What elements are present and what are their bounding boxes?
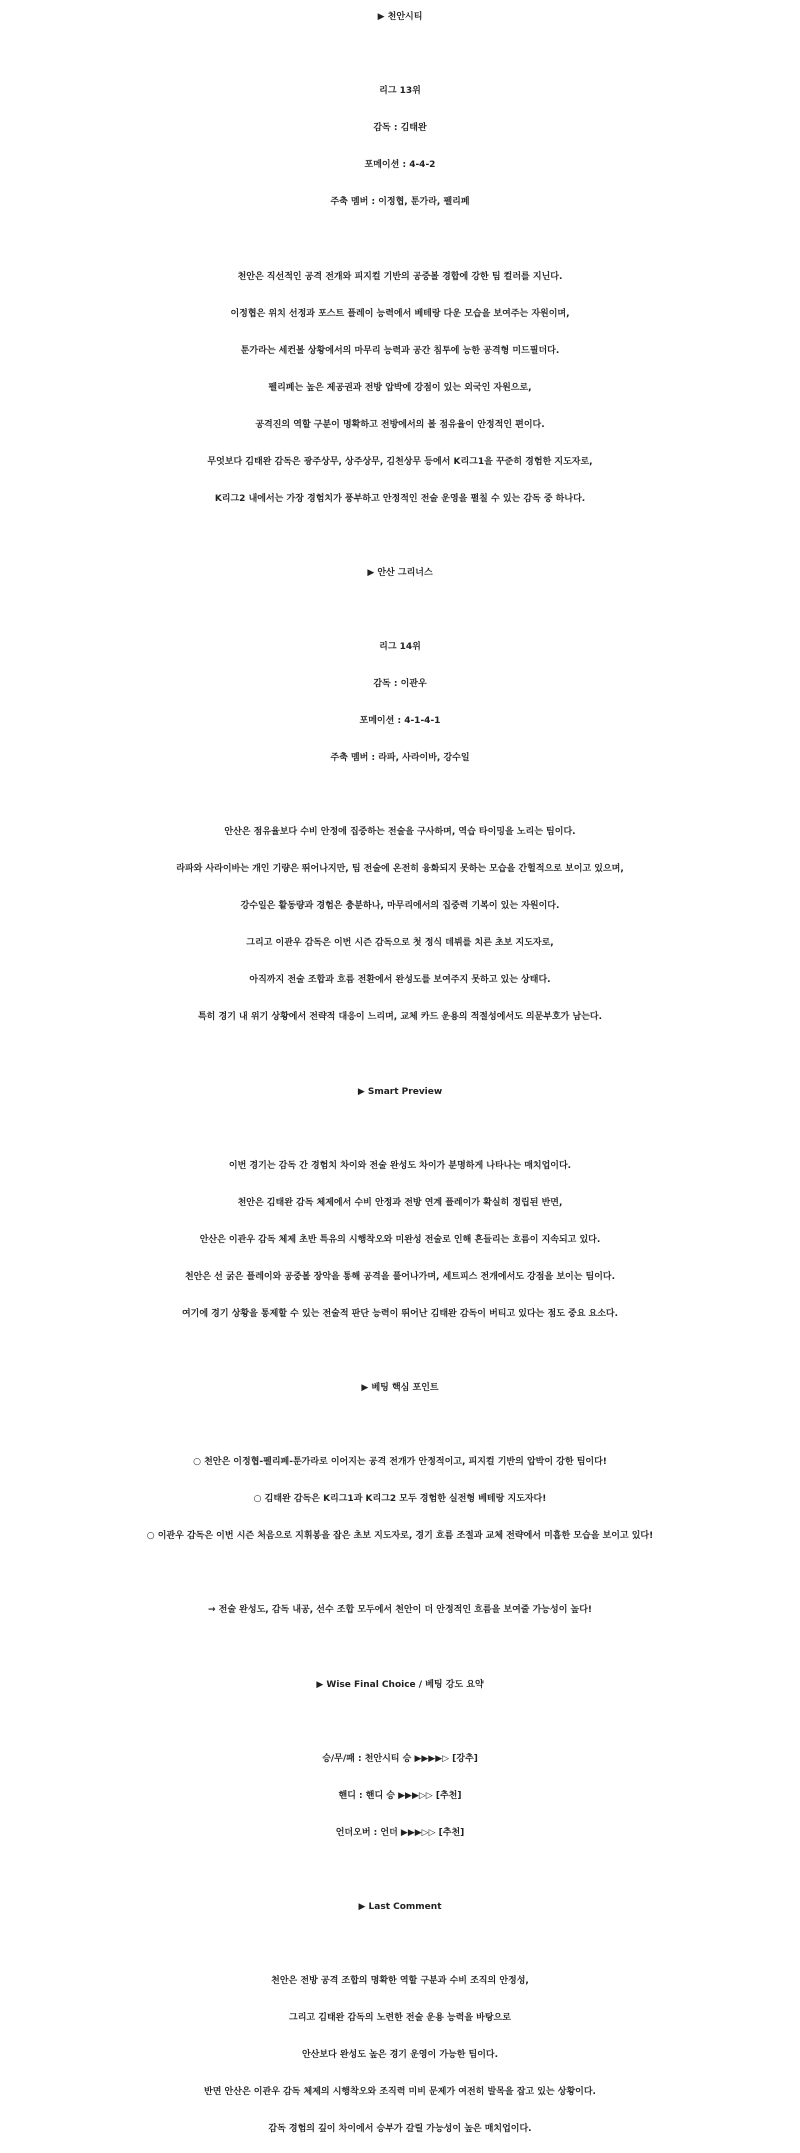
cheonan-formation: 포메이션 : 4-4-2 xyxy=(364,160,436,170)
cheonan-analysis-line: 천안은 직선적인 공격 전개와 피지컬 기반의 공중볼 경합에 강한 팀 컬러를 지닌다. xyxy=(237,272,563,282)
pick-handicap: 핸디 : 핸디 승 ▶▶▶▷▷ [추천] xyxy=(338,1791,462,1801)
ansan-rank: 리그 14위 xyxy=(379,642,421,652)
last-comment-line: 그리고 김태완 감독의 노련한 전술 운용 능력을 바탕으로 xyxy=(289,2013,511,2023)
cheonan-analysis-line: 펠리페는 높은 제공권과 전방 압박에 강점이 있는 외국인 자원으로, xyxy=(268,383,532,393)
betting-point: ○ 이관우 감독은 이번 시즌 처음으로 지휘봉을 잡은 초보 지도자로, 경기 흐름 조절과 교체 전략에서 미흡한 모습을 보이고 있다! xyxy=(146,1531,654,1541)
ansan-analysis-line: 그리고 이관우 감독은 이번 시즌 감독으로 첫 정식 데뷔를 치른 초보 지도자로, xyxy=(246,938,554,948)
last-comment-line: 안산보다 완성도 높은 경기 운영이 가능한 팀이다. xyxy=(301,2050,499,2060)
preview-line: 안산은 이관우 감독 체제 초반 특유의 시행착오와 미완성 전술로 인해 흔들리는 흐름이 지속되고 있다. xyxy=(199,1235,601,1245)
last-comment-line: 감독 경험의 깊이 차이에서 승부가 갈릴 가능성이 높은 매치업이다. xyxy=(268,2124,532,2134)
ansan-analysis-line: 아직까지 전술 조합과 흐름 전환에서 완성도를 보여주지 못하고 있는 상태다. xyxy=(249,975,551,985)
ansan-analysis-line: 강수일은 활동량과 경험은 충분하나, 마무리에서의 집중력 기복이 있는 자원이다. xyxy=(240,901,560,911)
section-heading-ansan: ▶ 안산 그리너스 xyxy=(367,568,433,578)
section-heading-smart-preview: ▶ Smart Preview xyxy=(357,1087,443,1097)
preview-line: 천안은 김태완 감독 체제에서 수비 안정과 전방 연계 플레이가 확실히 정립된 반면, xyxy=(237,1198,563,1208)
betting-point: ○ 김태완 감독은 K리그1과 K리그2 모두 경험한 실전형 베테랑 지도자다! xyxy=(253,1494,547,1504)
ansan-key-players: 주축 멤버 : 라파, 사라이바, 강수일 xyxy=(330,753,470,763)
ansan-analysis-line: 안산은 점유율보다 수비 안정에 집중하는 전술을 구사하며, 역습 타이밍을 노리는 팀이다. xyxy=(224,827,576,837)
cheonan-analysis-line: K리그2 내에서는 가장 경험치가 풍부하고 안정적인 전술 운영을 펼칠 수 있는 감독 중 하나다. xyxy=(214,494,586,504)
preview-line: 이번 경기는 감독 간 경험치 차이와 전술 완성도 차이가 분명하게 나타나는 매치업이다. xyxy=(228,1161,572,1171)
betting-conclusion: → 전술 완성도, 감독 내공, 선수 조합 모두에서 천안이 더 안정적인 흐름을 보여줄 가능성이 높다! xyxy=(207,1605,593,1615)
cheonan-key-players: 주축 멤버 : 이정협, 툰가라, 펠리페 xyxy=(330,197,470,207)
section-heading-cheonan: ▶ 천안시티 xyxy=(377,12,423,22)
cheonan-coach: 감독 : 김태완 xyxy=(373,123,427,133)
section-heading-betting-points: ▶ 베팅 핵심 포인트 xyxy=(361,1383,439,1393)
ansan-analysis-line: 라파와 사라이바는 개인 기량은 뛰어나지만, 팀 전술에 온전히 융화되지 못하는 모습을 간헐적으로 보이고 있으며, xyxy=(176,864,624,874)
last-comment-line: 천안은 전방 공격 조합의 명확한 역할 구분과 수비 조직의 안정성, xyxy=(271,1976,529,1986)
pick-under-over: 언더오버 : 언더 ▶▶▶▷▷ [추천] xyxy=(335,1828,465,1838)
ansan-analysis-line: 특히 경기 내 위기 상황에서 전략적 대응이 느리며, 교체 카드 운용의 적절성에서도 의문부호가 남는다. xyxy=(197,1012,603,1022)
pick-win-draw-loss: 승/무/패 : 천안시티 승 ▶▶▶▶▷ [강추] xyxy=(322,1754,478,1764)
preview-line: 여기에 경기 상황을 통제할 수 있는 전술적 판단 능력이 뛰어난 김태완 감독이 버티고 있다는 점도 중요 요소다. xyxy=(181,1309,619,1319)
section-heading-final-choice: ▶ Wise Final Choice / 베팅 강도 요약 xyxy=(316,1680,484,1690)
ansan-formation: 포메이션 : 4-1-4-1 xyxy=(359,716,441,726)
preview-line: 천안은 선 굵은 플레이와 공중볼 장악을 통해 공격을 풀어나가며, 세트피스 전개에서도 강점을 보이는 팀이다. xyxy=(184,1272,616,1282)
cheonan-analysis-line: 툰가라는 세컨볼 상황에서의 마무리 능력과 공간 침투에 능한 공격형 미드필더다. xyxy=(240,346,560,356)
section-heading-last-comment: ▶ Last Comment xyxy=(358,1902,442,1912)
cheonan-analysis-line: 이정협은 위치 선정과 포스트 플레이 능력에서 베테랑 다운 모습을 보여주는 자원이며, xyxy=(230,309,570,319)
cheonan-analysis-line: 무엇보다 김태완 감독은 광주상무, 상주상무, 김천상무 등에서 K리그1을 꾸준히 경험한 지도자로, xyxy=(207,457,593,467)
betting-point: ○ 천안은 이정협-펠리페-툰가라로 이어지는 공격 전개가 안정적이고, 피지컬 기반의 압박이 강한 팀이다! xyxy=(193,1457,607,1467)
cheonan-analysis-line: 공격진의 역할 구분이 명확하고 전방에서의 볼 점유율이 안정적인 편이다. xyxy=(255,420,545,430)
cheonan-rank: 리그 13위 xyxy=(379,86,421,96)
last-comment-line: 반면 안산은 이관우 감독 체제의 시행착오와 조직력 미비 문제가 여전히 발목을 잡고 있는 상황이다. xyxy=(204,2087,596,2097)
ansan-coach: 감독 : 이관우 xyxy=(373,679,427,689)
